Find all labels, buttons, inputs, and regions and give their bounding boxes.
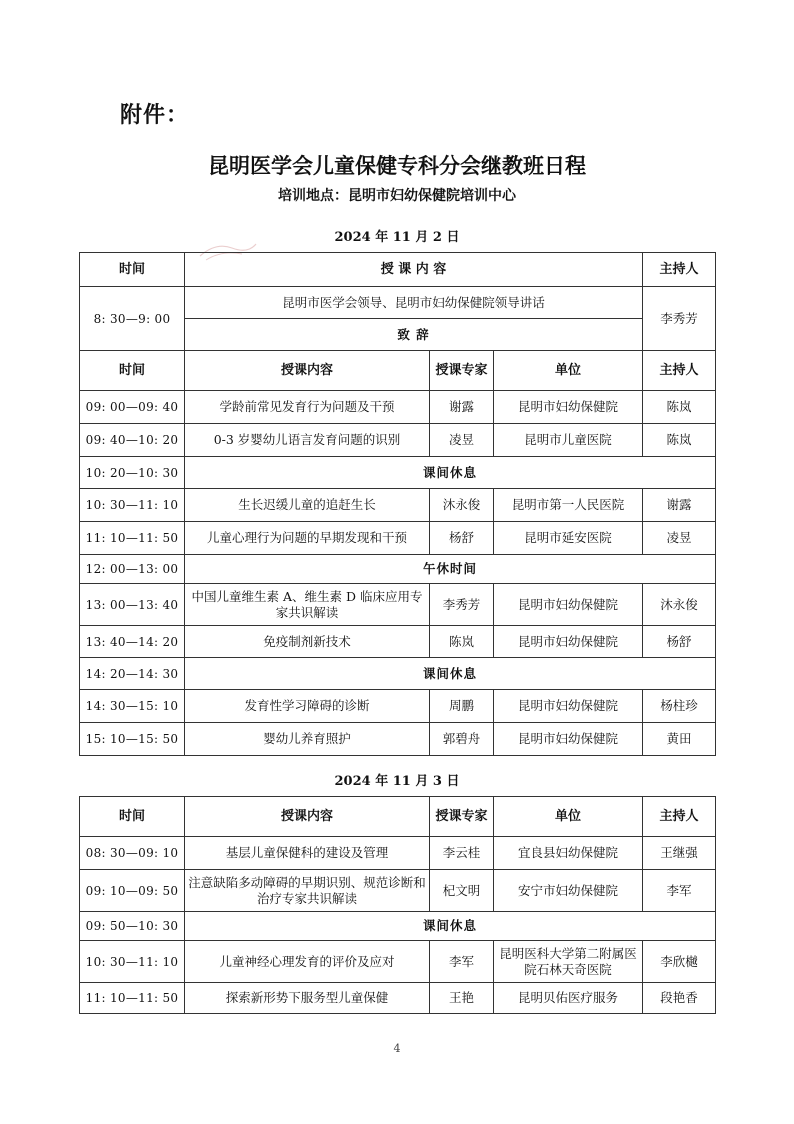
session-topic: 发育性学习障碍的诊断 (185, 690, 430, 723)
session-host: 陈岚 (643, 424, 716, 457)
session-host: 杨柱珍 (643, 690, 716, 723)
session-row (80, 522, 716, 555)
session-row (80, 837, 716, 870)
session-topic: 儿童心理行为问题的早期发现和干预 (185, 522, 430, 555)
header-content: 授 课 内 容 (185, 253, 643, 287)
session-time: 15: 10—15: 50 (80, 723, 185, 756)
session-topic: 基层儿童保健科的建设及管理 (185, 837, 430, 870)
header-unit: 单位 (494, 797, 643, 837)
header-time: 时间 (80, 253, 185, 287)
session-unit: 昆明市儿童医院 (494, 424, 643, 457)
session-row (80, 983, 716, 1014)
day2-schedule-table (79, 796, 716, 1014)
opening-speech: 昆明市医学会领导、昆明市妇幼保健院领导讲话 (185, 287, 643, 319)
session-row (80, 690, 716, 723)
session-unit: 昆明市妇幼保健院 (494, 723, 643, 756)
document-title: 昆明医学会儿童保健专科分会继教班日程 (208, 154, 586, 178)
session-topic: 婴幼儿养育照护 (185, 723, 430, 756)
session-row (80, 870, 716, 912)
session-time: 09: 00—09: 40 (80, 391, 185, 424)
session-row (80, 626, 716, 658)
header-unit: 单位 (494, 351, 643, 391)
session-time: 14: 30—15: 10 (80, 690, 185, 723)
break-row (80, 658, 716, 690)
session-unit: 昆明市延安医院 (494, 522, 643, 555)
session-time: 11: 10—11: 50 (80, 522, 185, 555)
opening-header-row (80, 253, 716, 287)
break-label: 课间休息 (185, 457, 716, 489)
session-unit: 昆明市第一人民医院 (494, 489, 643, 522)
session-expert: 周鹏 (430, 690, 494, 723)
session-time: 14: 20—14: 30 (80, 658, 185, 690)
header-time: 时间 (80, 351, 185, 391)
session-time: 13: 40—14: 20 (80, 626, 185, 658)
session-unit: 昆明市妇幼保健院 (494, 690, 643, 723)
session-host: 王继强 (643, 837, 716, 870)
training-location: 培训地点：昆明市妇幼保健院培训中心 (278, 188, 516, 204)
header-expert: 授课专家 (430, 351, 494, 391)
session-topic: 学龄前常见发育行为问题及干预 (185, 391, 430, 424)
session-host: 黄田 (643, 723, 716, 756)
session-host: 李军 (643, 870, 716, 912)
break-label: 午休时间 (185, 555, 716, 584)
day1-opening-table (79, 252, 716, 351)
session-unit: 宜良县妇幼保健院 (494, 837, 643, 870)
session-row (80, 391, 716, 424)
session-time: 11: 10—11: 50 (80, 983, 185, 1014)
session-row (80, 584, 716, 626)
session-topic: 注意缺陷多动障碍的早期识别、规范诊断和治疗专家共识解读 (185, 870, 430, 912)
session-time: 10: 20—10: 30 (80, 457, 185, 489)
session-expert: 陈岚 (430, 626, 494, 658)
break-label: 课间休息 (185, 658, 716, 690)
session-unit: 昆明市妇幼保健院 (494, 626, 643, 658)
opening-address: 致 辞 (185, 319, 643, 351)
session-unit: 昆明市妇幼保健院 (494, 584, 643, 626)
session-row (80, 424, 716, 457)
session-unit: 昆明贝佑医疗服务 (494, 983, 643, 1014)
session-time: 13: 00—13: 40 (80, 584, 185, 626)
session-host: 李欣樾 (643, 941, 716, 983)
opening-row (80, 287, 716, 319)
session-host: 谢露 (643, 489, 716, 522)
session-expert: 王艳 (430, 983, 494, 1014)
day1-schedule-table (79, 350, 716, 756)
session-unit: 安宁市妇幼保健院 (494, 870, 643, 912)
session-topic: 中国儿童维生素 A、维生素 D 临床应用专家共识解读 (185, 584, 430, 626)
session-time: 10: 30—11: 10 (80, 489, 185, 522)
session-row (80, 723, 716, 756)
day2-date: 2024 年 11 月 3 日 (334, 774, 460, 789)
break-row (80, 457, 716, 489)
session-unit: 昆明市妇幼保健院 (494, 391, 643, 424)
break-label: 课间休息 (185, 912, 716, 941)
session-topic: 儿童神经心理发育的评价及应对 (185, 941, 430, 983)
opening-host: 李秀芳 (643, 287, 716, 351)
session-topic: 免疫制剂新技术 (185, 626, 430, 658)
session-row (80, 489, 716, 522)
session-expert: 凌昱 (430, 424, 494, 457)
break-row (80, 912, 716, 941)
session-time: 10: 30—11: 10 (80, 941, 185, 983)
session-time: 08: 30—09: 10 (80, 837, 185, 870)
page-number: 4 (393, 1042, 401, 1055)
header-content: 授课内容 (185, 351, 430, 391)
attachment-label: 附件： (120, 103, 190, 128)
break-row (80, 555, 716, 584)
session-time: 09: 50—10: 30 (80, 912, 185, 941)
header-row (80, 351, 716, 391)
session-unit: 昆明医科大学第二附属医院石林天奇医院 (494, 941, 643, 983)
session-expert: 谢露 (430, 391, 494, 424)
session-expert: 李军 (430, 941, 494, 983)
session-time: 09: 10—09: 50 (80, 870, 185, 912)
session-row (80, 941, 716, 983)
session-host: 凌昱 (643, 522, 716, 555)
session-time: 12: 00—13: 00 (80, 555, 185, 584)
session-host: 段艳香 (643, 983, 716, 1014)
session-expert: 李云桂 (430, 837, 494, 870)
header-expert: 授课专家 (430, 797, 494, 837)
header-host: 主持人 (643, 797, 716, 837)
opening-time: 8: 30—9: 00 (80, 287, 185, 351)
session-expert: 沐永俊 (430, 489, 494, 522)
header-host: 主持人 (643, 351, 716, 391)
day1-date: 2024 年 11 月 2 日 (334, 230, 460, 245)
session-expert: 杨舒 (430, 522, 494, 555)
header-content: 授课内容 (185, 797, 430, 837)
session-expert: 杞文明 (430, 870, 494, 912)
session-topic: 探索新形势下服务型儿童保健 (185, 983, 430, 1014)
session-host: 陈岚 (643, 391, 716, 424)
session-time: 09: 40—10: 20 (80, 424, 185, 457)
session-host: 杨舒 (643, 626, 716, 658)
header-host: 主持人 (643, 253, 716, 287)
header-row (80, 797, 716, 837)
header-time: 时间 (80, 797, 185, 837)
session-expert: 郭碧舟 (430, 723, 494, 756)
session-topic: 0-3 岁婴幼儿语言发育问题的识别 (185, 424, 430, 457)
session-host: 沐永俊 (643, 584, 716, 626)
session-expert: 李秀芳 (430, 584, 494, 626)
session-topic: 生长迟缓儿童的追赶生长 (185, 489, 430, 522)
